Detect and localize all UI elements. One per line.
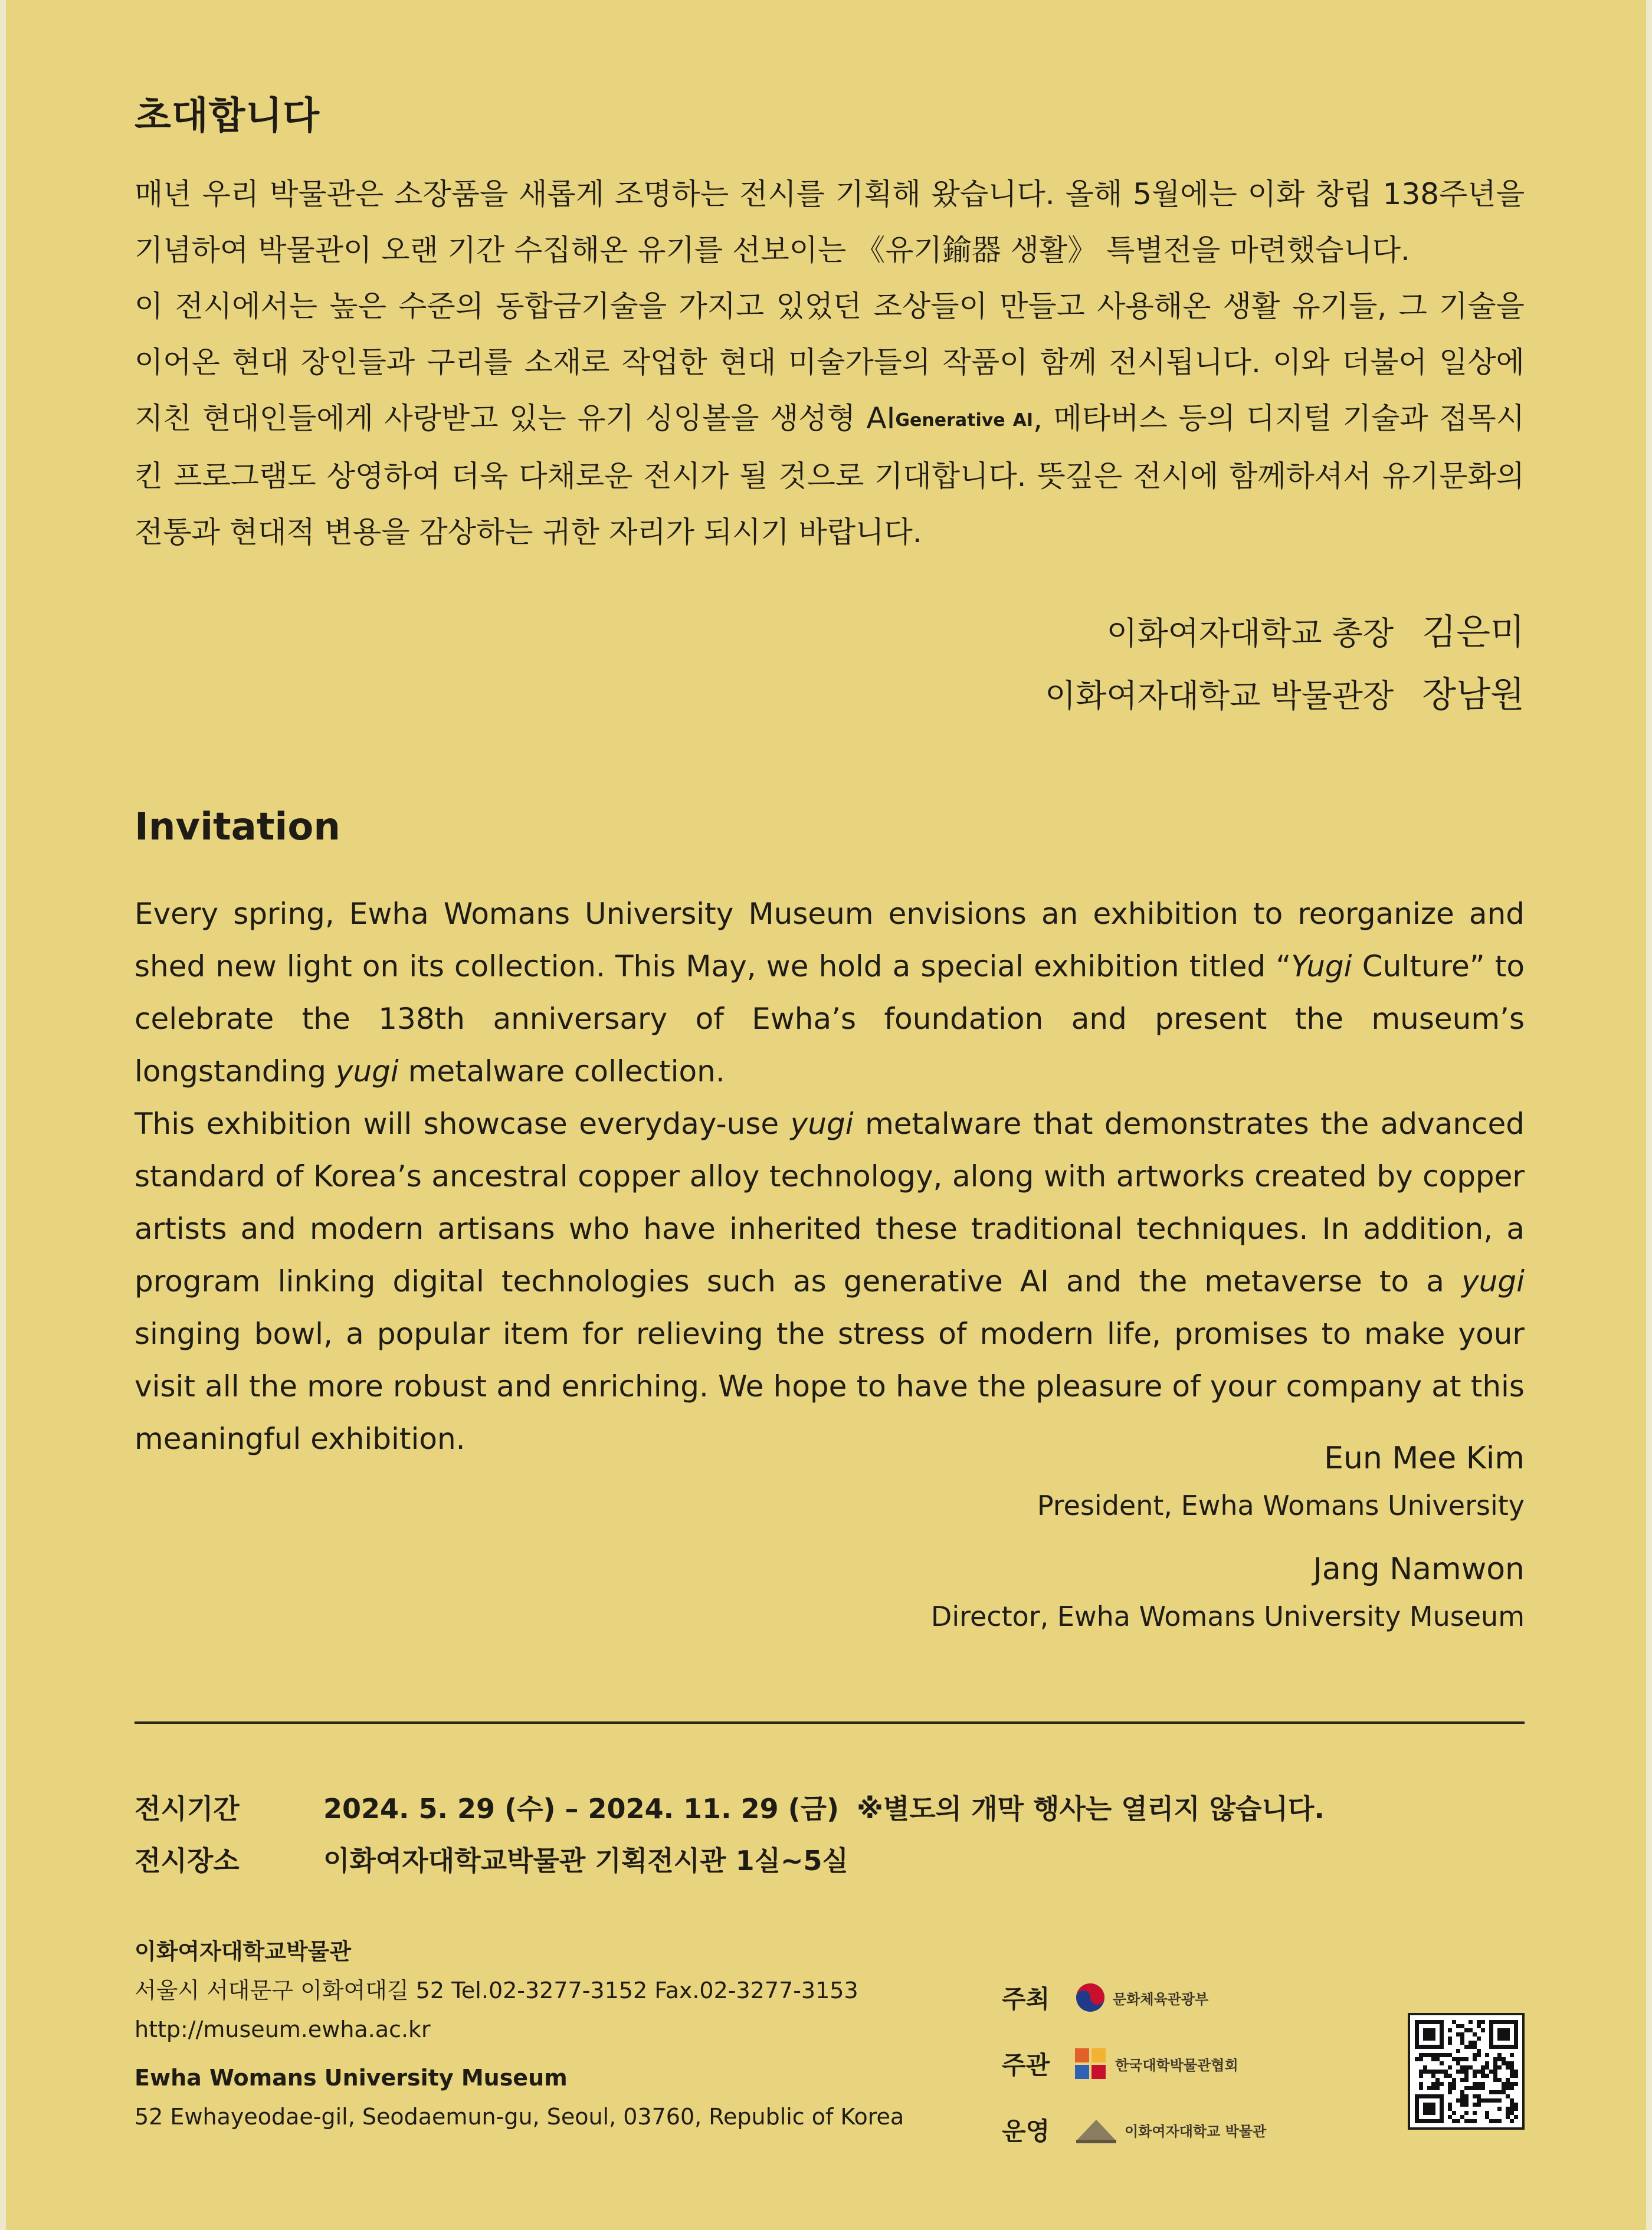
korean-body: [135, 166, 1525, 560]
address-en-name: Ewha Womans University Museum: [135, 2065, 568, 2091]
exhibition-info: [135, 1783, 1325, 1887]
en-p1-text-a: Every spring, Ewha Womans University Museum envisions an exhibition to reorganize and shed new light on its collection. This May, we hold a special exhibition titled “: [135, 897, 1525, 983]
qr-code[interactable]: [1408, 2013, 1525, 2130]
period-note: ※별도의 개막 행사는 열리지 않습니다.: [857, 1793, 1325, 1825]
korean-signatures: [1045, 602, 1525, 727]
korean-signer-2: [1045, 664, 1525, 727]
period-label: 전시기간: [135, 1793, 240, 1825]
en-signer-1-role: President, Ewha Womans University: [1037, 1490, 1525, 1521]
period-row: [135, 1783, 1325, 1835]
en-p2-text-a: This exhibition will showcase everyday-use: [135, 1107, 791, 1141]
signer-1-org: 이화여자대학교 총장: [1106, 615, 1394, 652]
korean-paragraph-2-rest: , 메타버스 등의 디지털 기술과 접목시킨 프로그램도 상영하여 더욱 다채로운 전시가 될 것으로 기대합니다. 뜻깊은 전시에 함께하셔서 유기문화의 전통과 현대적 변용을 감상하는 귀한 자리가 되시기 바랍니다.: [135, 401, 1525, 549]
korean-signer-1: [1045, 602, 1525, 664]
qr-code-pattern: [1410, 2015, 1522, 2127]
en-p1-italic-yugi-2: yugi: [335, 1054, 399, 1088]
ewha-museum-logo-text: 이화여자대학교 박물관: [1125, 2123, 1267, 2140]
taegeuk-icon: [1074, 1981, 1107, 2014]
signer-1-name: 김은미: [1422, 612, 1525, 653]
ministry-logo: [1074, 1981, 1208, 2014]
period-value: 2024. 5. 29 (수) – 2024. 11. 29 (금): [323, 1793, 840, 1825]
operator-row: [1002, 2097, 1266, 2163]
host-label: 주최: [1002, 1985, 1050, 2013]
en-p2-text-c: metalware that demonstrates the advanced standard of Korea’s ancestral copper alloy technology, along with artworks created by copper artists and modern artisans who have inherited these traditional techniques. In addition, a program linking digital technologies such as generative AI and the metaverse to a: [135, 1107, 1525, 1298]
host-row: [1002, 1965, 1266, 2031]
korean-title: 초대합니다: [135, 94, 320, 138]
en-p1-text-c: Culture” to celebrate the 138th anniversary of Ewha’s foundation and present the museum’s longstanding: [135, 949, 1525, 1088]
venue-row: [135, 1835, 1325, 1887]
en-signer-2-role: Director, Ewha Womans University Museum: [930, 1601, 1525, 1632]
museum-url-link[interactable]: http://museum.ewha.ac.kr: [135, 2016, 431, 2042]
invitation-page: [6, 0, 1646, 2230]
en-p2-italic-yugi: yugi: [790, 1107, 854, 1141]
section-divider: [135, 1721, 1525, 1724]
organizer-label: 주관: [1002, 2051, 1050, 2080]
en-p1-text-e: metalware collection.: [398, 1054, 725, 1088]
address-kr: 서울시 서대문구 이화여대길 52 Tel.02-3277-3152 Fax.02-3277-3153: [135, 1978, 858, 2003]
ministry-logo-text: 문화체육관광부: [1113, 1990, 1209, 2008]
english-title: Invitation: [135, 805, 340, 849]
operator-label: 운영: [1002, 2117, 1050, 2146]
sponsor-block: [1002, 1965, 1266, 2163]
signer-2-name: 장남원: [1422, 674, 1525, 716]
generative-ai-gloss: Generative AI: [895, 410, 1034, 431]
museum-building-icon: [1074, 2115, 1119, 2144]
association-mark-icon: [1074, 2047, 1109, 2080]
signer-2-org: 이화여자대학교 박물관장: [1045, 677, 1394, 714]
address-kr-name: 이화여자대학교박물관: [135, 1939, 352, 1965]
en-signer-1-name: Eun Mee Kim: [1324, 1441, 1525, 1476]
korean-paragraph-2-text: 이 전시에서는 높은 수준의 동합금기술을 가지고 있었던 조상들이 만들고 사용해온 생활 유기들, 그 기술을 이어온 현대 장인들과 구리를 소재로 작업한 현대 미술가들의 작품이 함께 전시됩니다. 이와 더불어 일상에 지친 현대인들에게 사랑받고 있는 유기 싱잉볼을 생성형 AI: [135, 289, 1525, 435]
museum-address: [135, 1932, 904, 2136]
address-en: 52 Ewhayeodae-gil, Seodaemun-gu, Seoul, 03760, Republic of Korea: [135, 2104, 904, 2130]
en-p1-italic-yugi: Yugi: [1291, 949, 1352, 983]
english-paragraph-2: [135, 1098, 1525, 1465]
association-logo-text: 한국대학박물관협회: [1115, 2057, 1238, 2074]
english-body: [135, 888, 1525, 1465]
en-signer-2-name: Jang Namwon: [1313, 1552, 1525, 1587]
english-paragraph-1: [135, 888, 1525, 1098]
venue-value: 이화여자대학교박물관 기획전시관 1실~5실: [323, 1845, 848, 1877]
ewha-museum-logo: [1074, 2115, 1266, 2144]
venue-label: 전시장소: [135, 1845, 240, 1877]
korean-paragraph-2: [135, 278, 1525, 560]
en-p2-italic-yugi-2: yugi: [1461, 1264, 1525, 1298]
korean-paragraph-1: 매년 우리 박물관은 소장품을 새롭게 조명하는 전시를 기획해 왔습니다. 올해 5월에는 이화 창립 138주년을 기념하여 박물관이 오랜 기간 수집해온 유기를 선보이는 《유기鍮器 생활》 특별전을 마련했습니다.: [135, 177, 1525, 267]
organizer-row: [1002, 2031, 1266, 2097]
association-logo: [1074, 2047, 1238, 2080]
en-p2-text-e: singing bowl, a popular item for relieving the stress of modern life, promises to make your visit all the more robust and enriching. We hope to have the pleasure of your company at this meaningful exhibition.: [135, 1317, 1525, 1456]
english-signatures: [931, 1435, 1525, 1640]
